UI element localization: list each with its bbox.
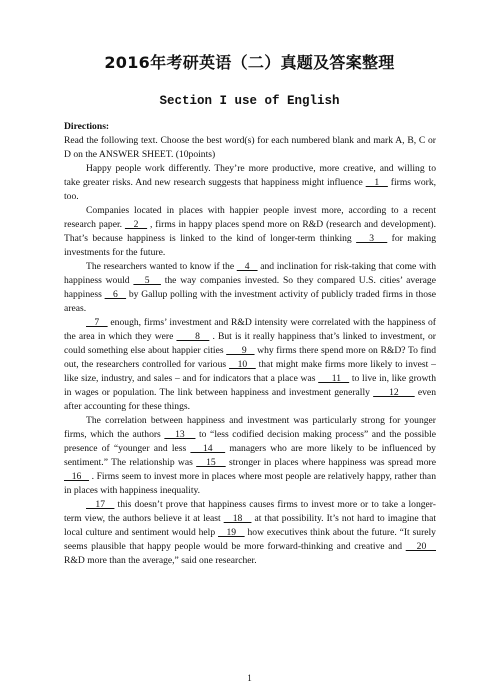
- passage-text: The correlation between happiness and investment was particularly strong for younger firms, which the authors: [64, 415, 436, 440]
- answer-blank: 1: [365, 177, 388, 188]
- document-body: [64, 120, 436, 568]
- passage-text: even after accounting for these things.: [64, 387, 436, 412]
- passage-text: The researchers wanted to know if the: [86, 261, 235, 272]
- passage-text: managers who are more likely to be influenced by sentiment.” The relationship was: [64, 443, 436, 468]
- passage-text: and inclination for risk-taking that come with happiness would: [64, 261, 437, 286]
- answer-blank: 15: [196, 457, 226, 468]
- passage-text: Happy people work differently. They’re more productive, more creative, and willing to take greater risks. And new research suggests that happiness might influence: [64, 163, 436, 188]
- passage-paragraph: [64, 316, 436, 414]
- passage-text: how executives think about the future. “It surely seems plausible that happy people would be more forward-thinking and creative and: [64, 527, 436, 552]
- directions-label: Directions:: [64, 121, 110, 132]
- passage-text: stronger in places where happiness was spread more: [229, 457, 437, 468]
- answer-blank: 10: [229, 359, 256, 370]
- answer-blank: 12: [373, 387, 415, 398]
- passage: [64, 162, 436, 568]
- answer-blank: 19: [217, 527, 245, 538]
- answer-blank: 8: [176, 331, 210, 342]
- passage-text: at that possibility. It’s not hard to imagine that local culture and sentiment would help: [64, 513, 437, 538]
- passage-text: , firms in happy places spend more on R&D (research and development). That’s because happiness is linked to the kind of longer-term thinking: [64, 219, 437, 244]
- passage-paragraph: [64, 498, 436, 568]
- passage-paragraph: [64, 204, 436, 260]
- passage-text: this doesn’t prove that happiness causes firms to invest more or to take a longer-term view, the authors believe it at least: [64, 499, 436, 524]
- page-number: 1: [247, 673, 252, 683]
- passage-text: to live in, like growth in wages or population. The link between happiness and investment generally: [64, 373, 436, 398]
- passage-text: R&D more than the average,” said one researcher.: [64, 555, 257, 566]
- section-heading: Section I use of English: [159, 94, 340, 108]
- passage-text: Companies located in places with happier people invest more, according to a recent research paper.: [64, 205, 436, 230]
- answer-blank: 5: [133, 275, 161, 286]
- passage-text: to “less codified decision making process” and the possible presence of “younger and less: [64, 429, 436, 454]
- passage-text: the way companies invested. So they compared U.S. cities’ average happiness: [64, 275, 436, 300]
- passage-text: that might make firms more likely to invest – like size, industry, and sales – and for indicators that a place was: [64, 359, 436, 384]
- answer-blank: 13: [164, 429, 196, 440]
- answer-blank: 11: [318, 373, 350, 384]
- passage-paragraph: [64, 414, 436, 498]
- passage-paragraph: [64, 162, 436, 204]
- answer-blank: 17: [86, 499, 115, 510]
- answer-blank: 16: [64, 471, 90, 482]
- answer-blank: 18: [223, 513, 252, 524]
- answer-blank: 9: [226, 345, 255, 356]
- answer-blank: 3: [356, 233, 388, 244]
- passage-text: by Gallup polling with the investment activity of publicly traded firms in those areas.: [64, 289, 437, 314]
- answer-blank: 2: [124, 219, 148, 230]
- passage-paragraph: [64, 260, 436, 316]
- passage-text: for making investments for the future.: [64, 233, 436, 258]
- passage-text: . Firms seem to invest more in places where most people are relatively happy, rather than in places with happiness inequality.: [64, 471, 436, 496]
- answer-blank: 7: [86, 317, 108, 328]
- passage-text: . But is it really happiness that’s linked to investment, or could something else about happier cities: [64, 331, 436, 356]
- passage-text: firms work, too.: [64, 177, 437, 202]
- answer-blank: 6: [104, 289, 127, 300]
- passage-text: enough, firms’ investment and R&D intensity were correlated with the happiness of the area in which they were: [64, 317, 436, 342]
- answer-blank: 4: [236, 261, 258, 272]
- directions-text: Read the following text. Choose the best word(s) for each numbered blank and mark A, B, C or D on the ANSWER SHEET. (10points): [64, 135, 436, 160]
- answer-blank: 20: [405, 541, 436, 552]
- answer-blank: 14: [190, 443, 226, 454]
- document-title: 2016年考研英语（二）真题及答案整理: [104, 53, 395, 72]
- passage-text: why firms there spend more on R&D? To find out, the researchers controlled for various: [64, 345, 437, 370]
